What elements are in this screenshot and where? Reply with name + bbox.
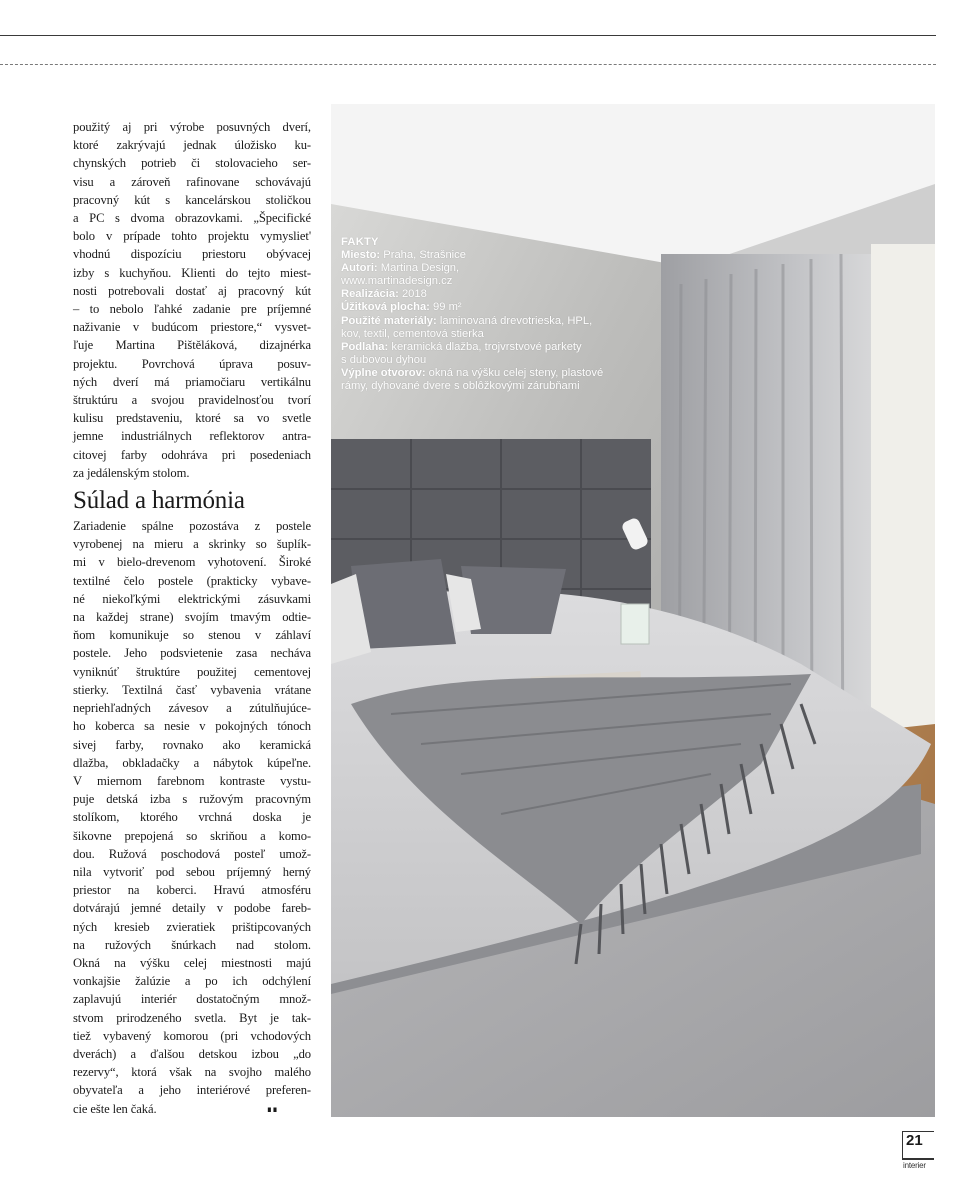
top-rule <box>0 35 936 36</box>
facts-row <box>341 275 641 288</box>
facts-label: Miesto: <box>341 249 381 262</box>
text-line-content: jemne industriálnych reflektorov antra- <box>73 429 311 444</box>
facts-label: Podlaha: <box>341 340 389 353</box>
text-line <box>73 1045 311 1063</box>
text-line-content: obyvateľa a jeho interiérové preferen- <box>73 1083 311 1098</box>
text-line <box>73 173 311 191</box>
text-line-content: kulisu predstaveniu, ktoré sa vo svetle <box>73 411 311 426</box>
text-line <box>73 990 311 1008</box>
text-line <box>73 1081 311 1099</box>
magazine-name: interier <box>903 1161 926 1170</box>
text-line-content: a PC s dvoma obrazovkami. „Špecifické <box>73 211 311 226</box>
facts-value: Praha, Strašnice <box>380 249 466 262</box>
facts-box <box>341 236 641 393</box>
dashed-rule <box>0 64 936 65</box>
facts-value: 99 m² <box>429 301 462 314</box>
text-line <box>73 136 311 154</box>
text-line-content: na ružových šnúrkach nad stolom. <box>73 937 311 952</box>
facts-value: laminovaná drevotrieska, HPL, <box>436 314 593 327</box>
text-line-content: né niekoľkými elektrickými zásuvkami <box>73 591 311 606</box>
facts-row <box>341 315 641 328</box>
text-line-content: dlažba, obkladačky a nábytok kúpeľne. <box>73 755 311 770</box>
text-line-content: ných dverí má priamočiaru vertikálnu <box>73 374 311 389</box>
facts-title: FAKTY <box>341 236 379 248</box>
text-line-content: ných kresieb zvieratiek prištipcovaných <box>73 919 311 934</box>
text-line-content: Okná na výšku celej miestnosti majú <box>73 955 311 970</box>
text-line-content: puje detská izba s ružovým pracovným <box>73 792 311 807</box>
facts-row <box>341 249 641 262</box>
text-line-content: nila vytvoriť pod sebou príjemný herný <box>73 864 311 879</box>
text-line <box>73 972 311 990</box>
text-line-content: postele. Jeho podsvietenie zasa necháva <box>73 646 311 661</box>
text-line <box>73 1100 311 1118</box>
text-line-content: ňom komunikuje so stenou v záhlaví <box>73 628 311 643</box>
text-line-content: bolo v prípade tohto projektu vymysliet' <box>73 229 311 244</box>
text-line-content: vyrobenej na mieru a skrinky so šuplík- <box>73 537 311 552</box>
text-line-content: štruktúru a svojou pravidelnosťou tvorí <box>73 393 311 408</box>
text-line-content: dotvárajú jemné detaily v podobe fareb- <box>73 901 311 916</box>
text-line <box>73 608 311 626</box>
text-line <box>73 899 311 917</box>
facts-row <box>341 288 641 301</box>
text-line <box>73 827 311 845</box>
text-line-content: dou. Ružová poschodová posteľ umož- <box>73 846 311 861</box>
text-line <box>73 318 311 336</box>
text-line <box>73 1027 311 1045</box>
text-line <box>73 863 311 881</box>
facts-value: www.martinadesign.cz <box>341 275 453 288</box>
facts-label: Autori: <box>341 262 378 275</box>
text-line <box>73 881 311 899</box>
text-line <box>73 808 311 826</box>
text-line-content: stolíkom, ktorého vrchná doska je <box>73 810 311 825</box>
text-line <box>73 553 311 571</box>
text-line-content: citovej farby odohráva pri posedeniach <box>73 447 311 462</box>
text-line-content: cie ešte len čaká. <box>73 1101 157 1116</box>
text-line <box>73 427 311 445</box>
text-line-content: nepriehľadných závesov a zútulňujúce- <box>73 701 311 716</box>
text-line-content: ktoré zakrývajú jednak úložisko ku- <box>73 138 311 153</box>
text-line <box>73 391 311 409</box>
text-line-content: zaplavujú interiér dostatočným množ- <box>73 992 311 1007</box>
text-line-content: pracovný kút s kancelárskou stoličkou <box>73 192 311 207</box>
text-line <box>73 918 311 936</box>
text-line-content: ľuje Martina Pištěláková, dizajnérka <box>73 338 311 353</box>
text-line-content: Zariadenie spálne pozostáva z postele <box>73 519 311 534</box>
page-number: 21 <box>902 1131 934 1159</box>
text-line <box>73 754 311 772</box>
facts-value: s dubovou dyhou <box>341 353 427 366</box>
text-line <box>73 209 311 227</box>
text-line-content: použitý aj pri výrobe posuvných dverí, <box>73 120 311 134</box>
facts-value: 2018 <box>398 288 427 301</box>
text-line <box>73 954 311 972</box>
facts-value: rámy, dyhované dvere s oblôžkovými zárubňami <box>341 380 580 393</box>
article-body-section <box>73 517 311 1118</box>
text-line-content: sivej farby, rovnako ako keramická <box>73 737 311 752</box>
text-line <box>73 464 311 482</box>
facts-row <box>341 301 641 314</box>
text-line <box>73 446 311 464</box>
text-line <box>73 535 311 553</box>
text-line-content: za jedálenským stolom. <box>73 465 190 480</box>
text-line <box>73 626 311 644</box>
text-line <box>73 373 311 391</box>
text-line-content: na každej strane) svojím tmavým odtie- <box>73 610 311 625</box>
end-mark-icon: ∎∎ <box>266 1103 278 1114</box>
text-line <box>73 227 311 245</box>
article-column <box>73 118 311 1118</box>
facts-value: keramická dlažba, trojvrstvové parkety <box>388 340 582 353</box>
text-line <box>73 572 311 590</box>
text-line <box>73 663 311 681</box>
text-line-content: rezervy“, ktorá však na svojho malého <box>73 1065 311 1080</box>
text-line <box>73 590 311 608</box>
facts-value: Martina Design, <box>377 262 460 275</box>
text-line-content: – to nebolo ľahké zadanie pre príjemné <box>73 302 311 317</box>
text-line <box>73 517 311 535</box>
text-line <box>73 1009 311 1027</box>
text-line <box>73 717 311 735</box>
text-line-content: izby s kuchyňou. Klienti do tejto miest- <box>73 265 311 280</box>
text-line <box>73 790 311 808</box>
page-number-underline <box>902 1159 934 1160</box>
text-line-content: stvom prirodzeného svetla. Byt je tak- <box>73 1010 311 1025</box>
text-line-content: tiež vybavený komorou (pri vchodových <box>73 1028 311 1043</box>
text-line-content: projektu. Povrchová úprava posuv- <box>73 356 311 371</box>
text-line-content: naživanie v budúcom priestore,“ vysvet- <box>73 320 311 335</box>
text-line-content: ho koberca sa nesie v pokojných tónoch <box>73 719 311 734</box>
text-line <box>73 699 311 717</box>
facts-label: Realizácia: <box>341 288 399 301</box>
text-line <box>73 336 311 354</box>
text-line <box>73 1063 311 1081</box>
text-line-content: šikovne prepojená so skriňou a komo- <box>73 828 311 843</box>
text-line-content: vonkajšie žalúzie a po ich odchýlení <box>73 974 311 989</box>
text-line-content: mi v bielo-drevenom vyhotovení. Široké <box>73 555 311 570</box>
facts-row <box>341 354 641 367</box>
facts-row <box>341 341 641 354</box>
text-line-content: dverách) a ďalšou detskou izbou „do <box>73 1046 311 1061</box>
text-line-content: visu a zároveň rafinovane schovávajú <box>73 174 311 189</box>
text-line <box>73 681 311 699</box>
text-line <box>73 936 311 954</box>
text-line <box>73 772 311 790</box>
text-line-content: priestor na koberci. Hravú atmosféru <box>73 883 311 898</box>
text-line-content: V miernom farebnom kontraste vystu- <box>73 773 311 788</box>
text-line <box>73 191 311 209</box>
facts-row <box>341 367 641 380</box>
text-line-content: textilné čelo postele (prakticky vybave- <box>73 573 311 588</box>
facts-row <box>341 328 641 341</box>
text-line <box>73 845 311 863</box>
text-line <box>73 264 311 282</box>
facts-value: kov, textil, cementová stierka <box>341 327 484 340</box>
facts-value: okná na výšku celej steny, plastové <box>425 366 604 379</box>
facts-row <box>341 262 641 275</box>
facts-label: Použité materiály: <box>341 314 437 327</box>
text-line-content: vhodnú dispozíciu priestoru obývacej <box>73 247 311 262</box>
text-line <box>73 644 311 662</box>
text-line-content: chynských potrieb či stolovacieho ser- <box>73 156 311 171</box>
facts-label: Úžitková plocha: <box>341 301 430 314</box>
section-heading: Súlad a harmónia <box>73 487 245 515</box>
text-line <box>73 118 311 136</box>
facts-label: Výplne otvorov: <box>341 366 426 379</box>
article-body-intro <box>73 118 311 482</box>
text-line-content: nosti potrebovali dostať aj pracovný kút <box>73 283 311 298</box>
text-line <box>73 300 311 318</box>
text-line <box>73 245 311 263</box>
text-line <box>73 154 311 172</box>
text-line <box>73 282 311 300</box>
text-line <box>73 409 311 427</box>
text-line <box>73 355 311 373</box>
text-line <box>73 736 311 754</box>
text-line-content: vyniknúť štruktúre použitej cementovej <box>73 664 311 679</box>
facts-row <box>341 380 641 393</box>
text-line-content: stierky. Textilná časť vybavenia vrátane <box>73 682 311 697</box>
